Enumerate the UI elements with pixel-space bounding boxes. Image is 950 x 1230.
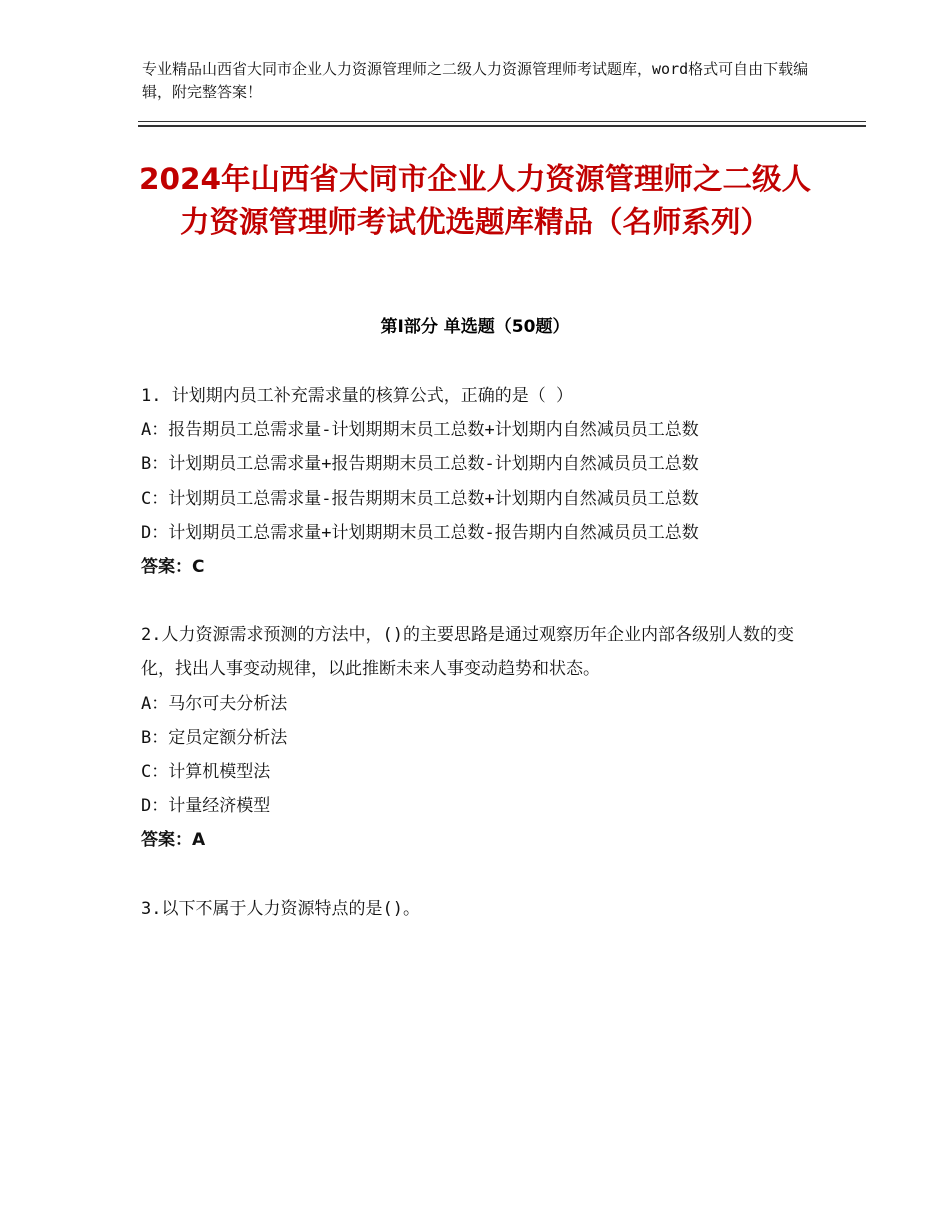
question-spacer bbox=[141, 584, 811, 618]
question-1-option-b: B：计划期员工总需求量+报告期期末员工总数-计划期内自然减员员工总数 bbox=[141, 454, 699, 475]
question-3 bbox=[141, 892, 811, 926]
question-1-stem: 1. 计划期内员工补充需求量的核算公式，正确的是（ ） bbox=[141, 386, 573, 406]
document-title: 2024年山西省大同市企业人力资源管理师之二级人力资源管理师考试优选题库精品（名师系列） bbox=[138, 162, 812, 239]
question-2 bbox=[141, 618, 811, 857]
question-1-option-a: A：报告期员工总需求量-计划期期末员工总数+计划期内自然减员员工总数 bbox=[141, 420, 699, 441]
header-note: 专业精品山西省大同市企业人力资源管理师之二级人力资源管理师考试题库，word格式可自由下载编辑，附完整答案！ bbox=[142, 60, 809, 101]
question-2-option-c: C：计算机模型法 bbox=[141, 762, 271, 783]
question-2-option-a: A：马尔可夫分析法 bbox=[141, 693, 288, 714]
header-divider-thin bbox=[138, 121, 866, 122]
question-spacer bbox=[141, 858, 811, 892]
question-2-stem: 2.人力资源需求预测的方法中，()的主要思路是通过观察历年企业内部各级别人数的变化，找出人事变动规律，以此推断未来人事变动趋势和状态。 bbox=[141, 625, 794, 680]
header-divider-thick bbox=[138, 125, 866, 127]
question-2-answer: 答案：A bbox=[141, 830, 206, 851]
question-2-option-d: D：计量经济模型 bbox=[141, 796, 271, 817]
question-3-stem: 3.以下不属于人力资源特点的是()。 bbox=[141, 898, 420, 919]
question-1-answer: 答案：C bbox=[141, 557, 205, 578]
question-1-option-d: D：计划期员工总需求量+计划期期末员工总数-报告期内自然减员员工总数 bbox=[141, 522, 699, 543]
question-1 bbox=[141, 379, 811, 584]
question-list bbox=[141, 379, 811, 926]
section-heading: 第Ⅰ部分 单选题（50题） bbox=[380, 317, 570, 337]
question-2-option-b: B：定员定额分析法 bbox=[141, 727, 288, 748]
question-1-option-c: C：计划期员工总需求量-报告期期末员工总数+计划期内自然减员员工总数 bbox=[141, 488, 699, 509]
